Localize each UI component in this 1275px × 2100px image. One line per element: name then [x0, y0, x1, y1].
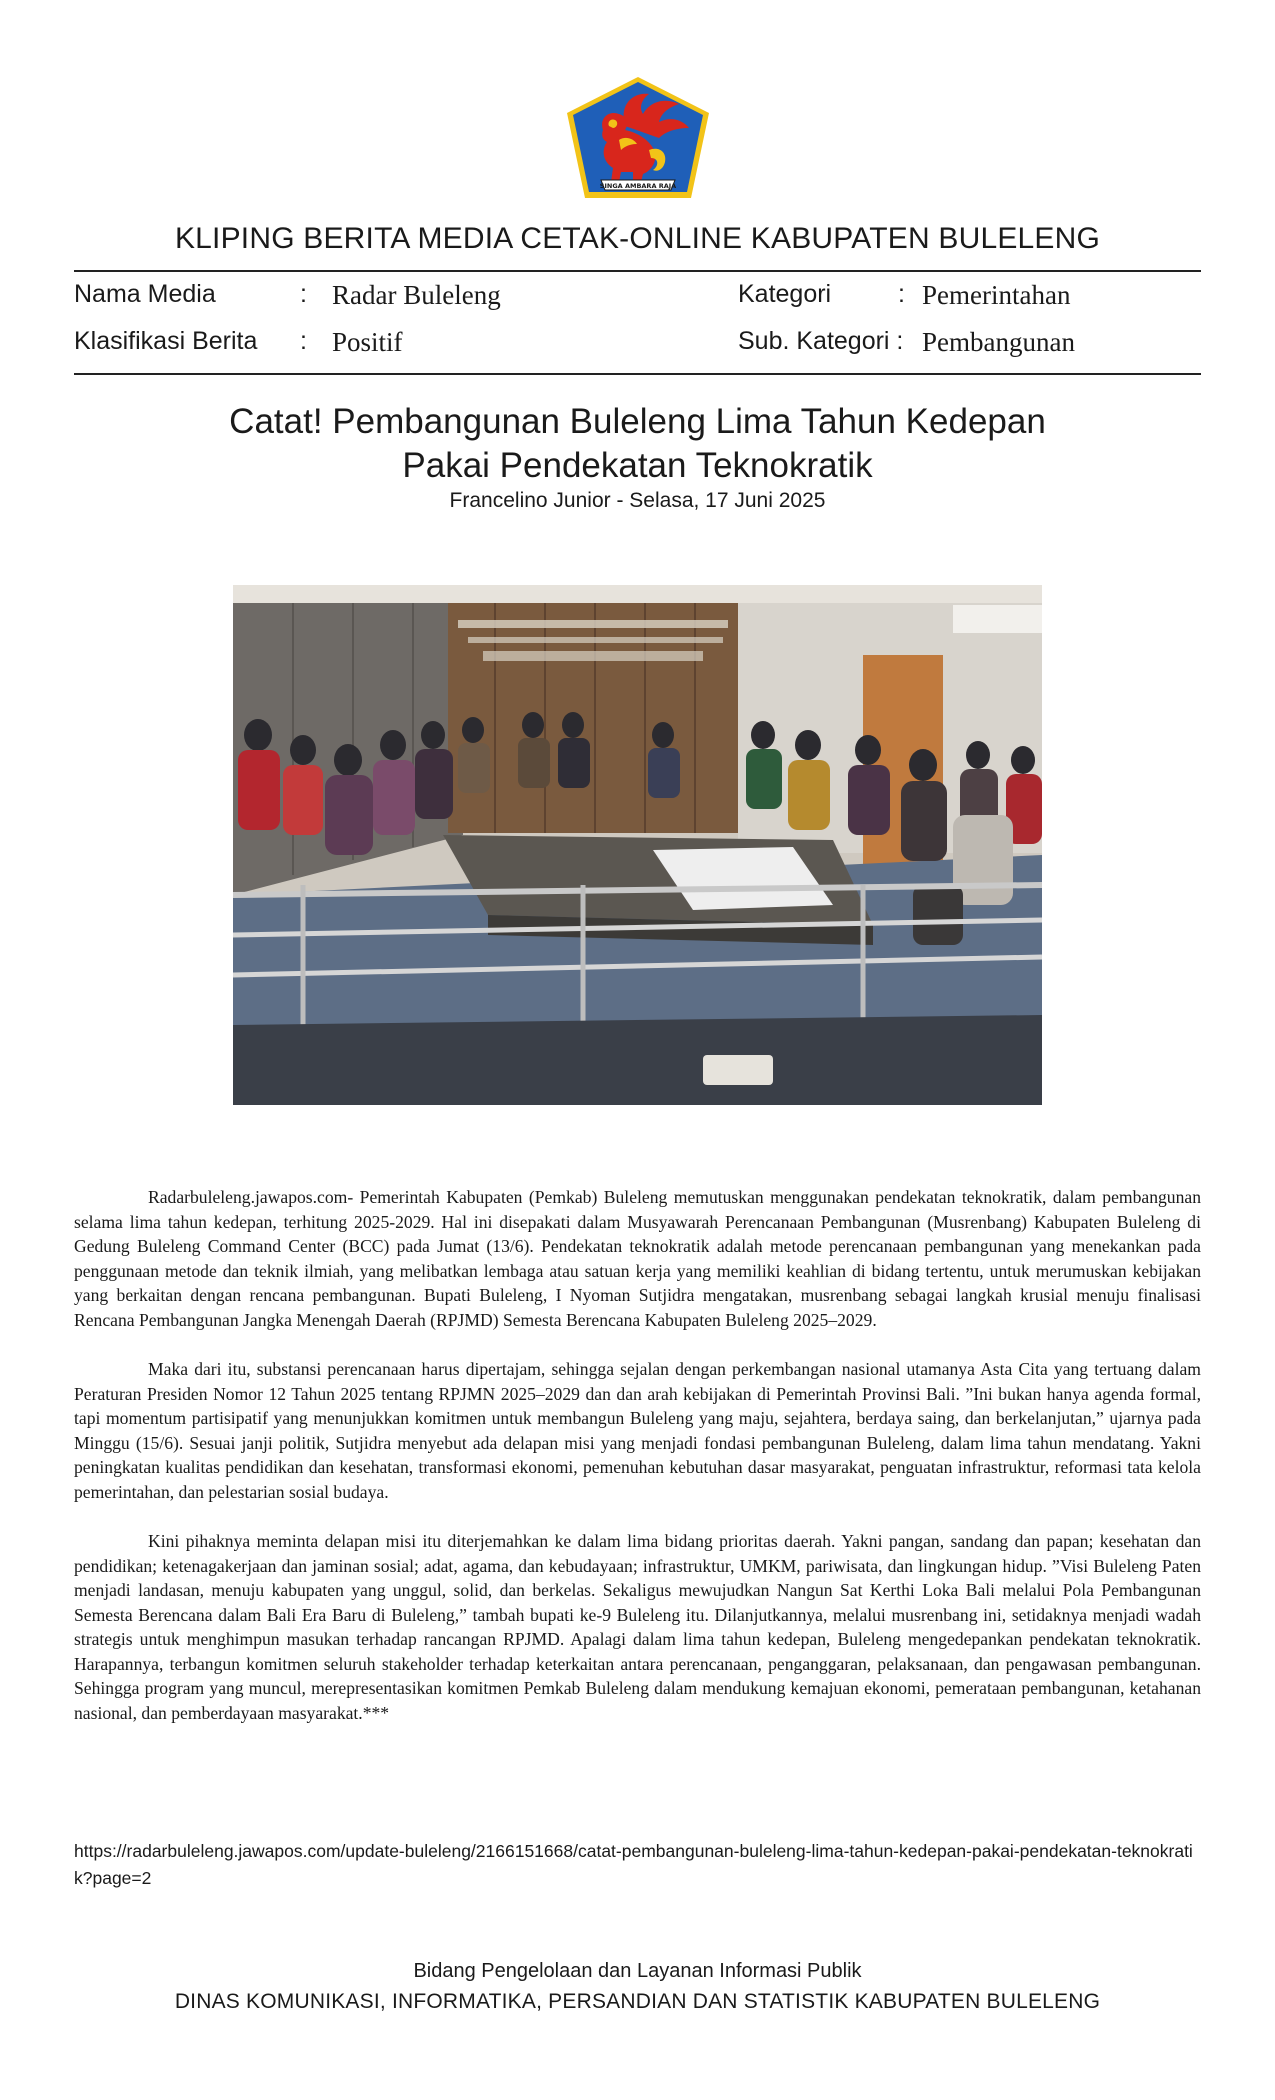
colon: : [300, 280, 307, 308]
meta-row-2 [74, 327, 1201, 367]
article-byline: Francelino Junior - Selasa, 17 Juni 2025 [449, 489, 826, 512]
colon: : [300, 327, 307, 355]
article-paragraph-3: Kini pihaknya meminta delapan misi itu diterjemahkan ke dalam lima bidang prioritas daerah. Yakni pangan, sandang dan papan; kesehatan dan pendidikan; ketenagakerjaan dan jaminan sosial; adat, agama, dan kebudayaan; infrastruktur, UMKM, pariwisata, dan lingkungan hidup. ”Visi Buleleng Paten menjadi landasan, menuju kabupaten yang unggul, solid, dan berkelas. Sekaligus mewujudkan Nangun Sat Kerthi Loka Bali melalui Pola Pembangunan Semesta Berencana dalam Bali Era Baru di Buleleng,” tambah bupati ke-9 Buleleng itu. Dilanjutkannya, melalui musrenbang ini, setidaknya menjadi wadah strategis untuk menghimpun masukan terhadap rancangan RPJMD. Apalagi dalam lima tahun kedepan, Buleleng mengedepankan pendekatan teknokratik. Harapannya, terbangun komitmen seluruh stakeholder terhadap keterkaitan antara perencanaan, penganggaran, pelaksanaan, dan pengawasan pembangunan. Sehingga program yang muncul, merepresentasikan komitmen Pemkab Buleleng dalam mendukung kemajuan ekonomi, pemerataan pembangunan, ketahanan nasional, dan pemberdayaan masyarakat.*** [74, 1531, 1201, 1723]
kabupaten-buleleng-logo [563, 74, 713, 204]
article-title-line-1: Catat! Pembangunan Buleleng Lima Tahun Kedepan [229, 402, 1046, 441]
article-paragraph-2: Maka dari itu, substansi perencanaan harus dipertajam, sehingga sejalan dengan perkembangan nasional utamanya Asta Cita yang tertuang dalam Peraturan Presiden Nomor 12 Tahun 2025 tentang RPJMN 2025–2029 dan dan arah kebijakan di Pemerintah Provinsi Bali. ”Ini bukan hanya agenda formal, tapi momentum partisipatif yang menunjukkan komitmen untuk membangun Buleleng yang maju, sejahtera, berdaya saing, dan berkelanjutan,” ujarnya pada Minggu (15/6). Sesuai janji politik, Sutjidra menyebut ada delapan misi yang menjadi fondasi pembangunan Buleleng, dalam lima tahun mendatang. Yakni peningkatan kualitas pendidikan dan kesehatan, transformasi ekonomi, pemenuhan kebutuhan dasar masyarakat, penguatan infrastruktur, reformasi tata kelola pemerintahan, dan pelestarian sosial budaya. [74, 1359, 1201, 1502]
header-title: KLIPING BERITA MEDIA CETAK-ONLINE KABUPATEN BULELENG [174, 222, 1101, 255]
klasifikasi-value: Positif [332, 327, 403, 357]
article-body [74, 1185, 1201, 1750]
kategori-value: Pemerintahan [922, 280, 1071, 310]
sub-kategori-label: Sub. Kategori : [738, 327, 904, 355]
colon: : [898, 280, 905, 308]
article-title-line-2: Pakai Pendekatan Teknokratik [402, 446, 873, 485]
logo-caption: SINGA AMBARA RAJA [599, 182, 677, 190]
nama-media-value: Radar Buleleng [332, 280, 501, 310]
article-title [0, 400, 1275, 488]
kategori-label: Kategori [738, 280, 832, 308]
article-paragraph-1: Radarbuleleng.jawapos.com- Pemerintah Kabupaten (Pemkab) Buleleng memutuskan menggunakan pendekatan teknokratik, dalam pembangunan selama lima tahun kedepan, terhitung 2025-2029. Hal ini disepakati dalam Musyawarah Perencanaan Pembangunan (Musrenbang) Kabupaten Buleleng di Gedung Buleleng Command Center (BCC) pada Jumat (13/6). Pendekatan teknokratik adalah metode perencanaan pembangunan yang menekankan pada penggunaan metode dan teknik ilmiah, yang melibatkan lembaga atau satuan kerja yang memiliki keahlian di bidang tertentu, untuk merumuskan kebijakan yang berkaitan dengan rencana pembangunan. Bupati Buleleng, I Nyoman Sutjidra mengatakan, musrenbang sebagai langkah krusial menuju finalisasi Rencana Pembangunan Jangka Menengah Daerah (RPJMD) Semesta Berencana Kabupaten Buleleng 2025–2029. [74, 1187, 1201, 1330]
header-rule-bottom [74, 373, 1201, 375]
klasifikasi-label: Klasifikasi Berita [74, 327, 258, 355]
article-photo [233, 585, 1042, 1105]
meta-row-1 [74, 280, 1201, 320]
footer-agency: DINAS KOMUNIKASI, INFORMATIKA, PERSANDIAN DAN STATISTIK KABUPATEN BULELENG [174, 1990, 1101, 2013]
nama-media-label: Nama Media [74, 280, 216, 308]
header-rule-top [74, 270, 1201, 272]
sub-kategori-value: Pembangunan [922, 327, 1075, 357]
footer-division: Bidang Pengelolaan dan Layanan Informasi Publik [413, 1960, 862, 1982]
source-url[interactable]: https://radarbuleleng.jawapos.com/update-buleleng/2166151668/catat-pembangunan-buleleng-lima-tahun-kedepan-pakai-pendekatan-teknokratik?page=2 [74, 1841, 1193, 1888]
